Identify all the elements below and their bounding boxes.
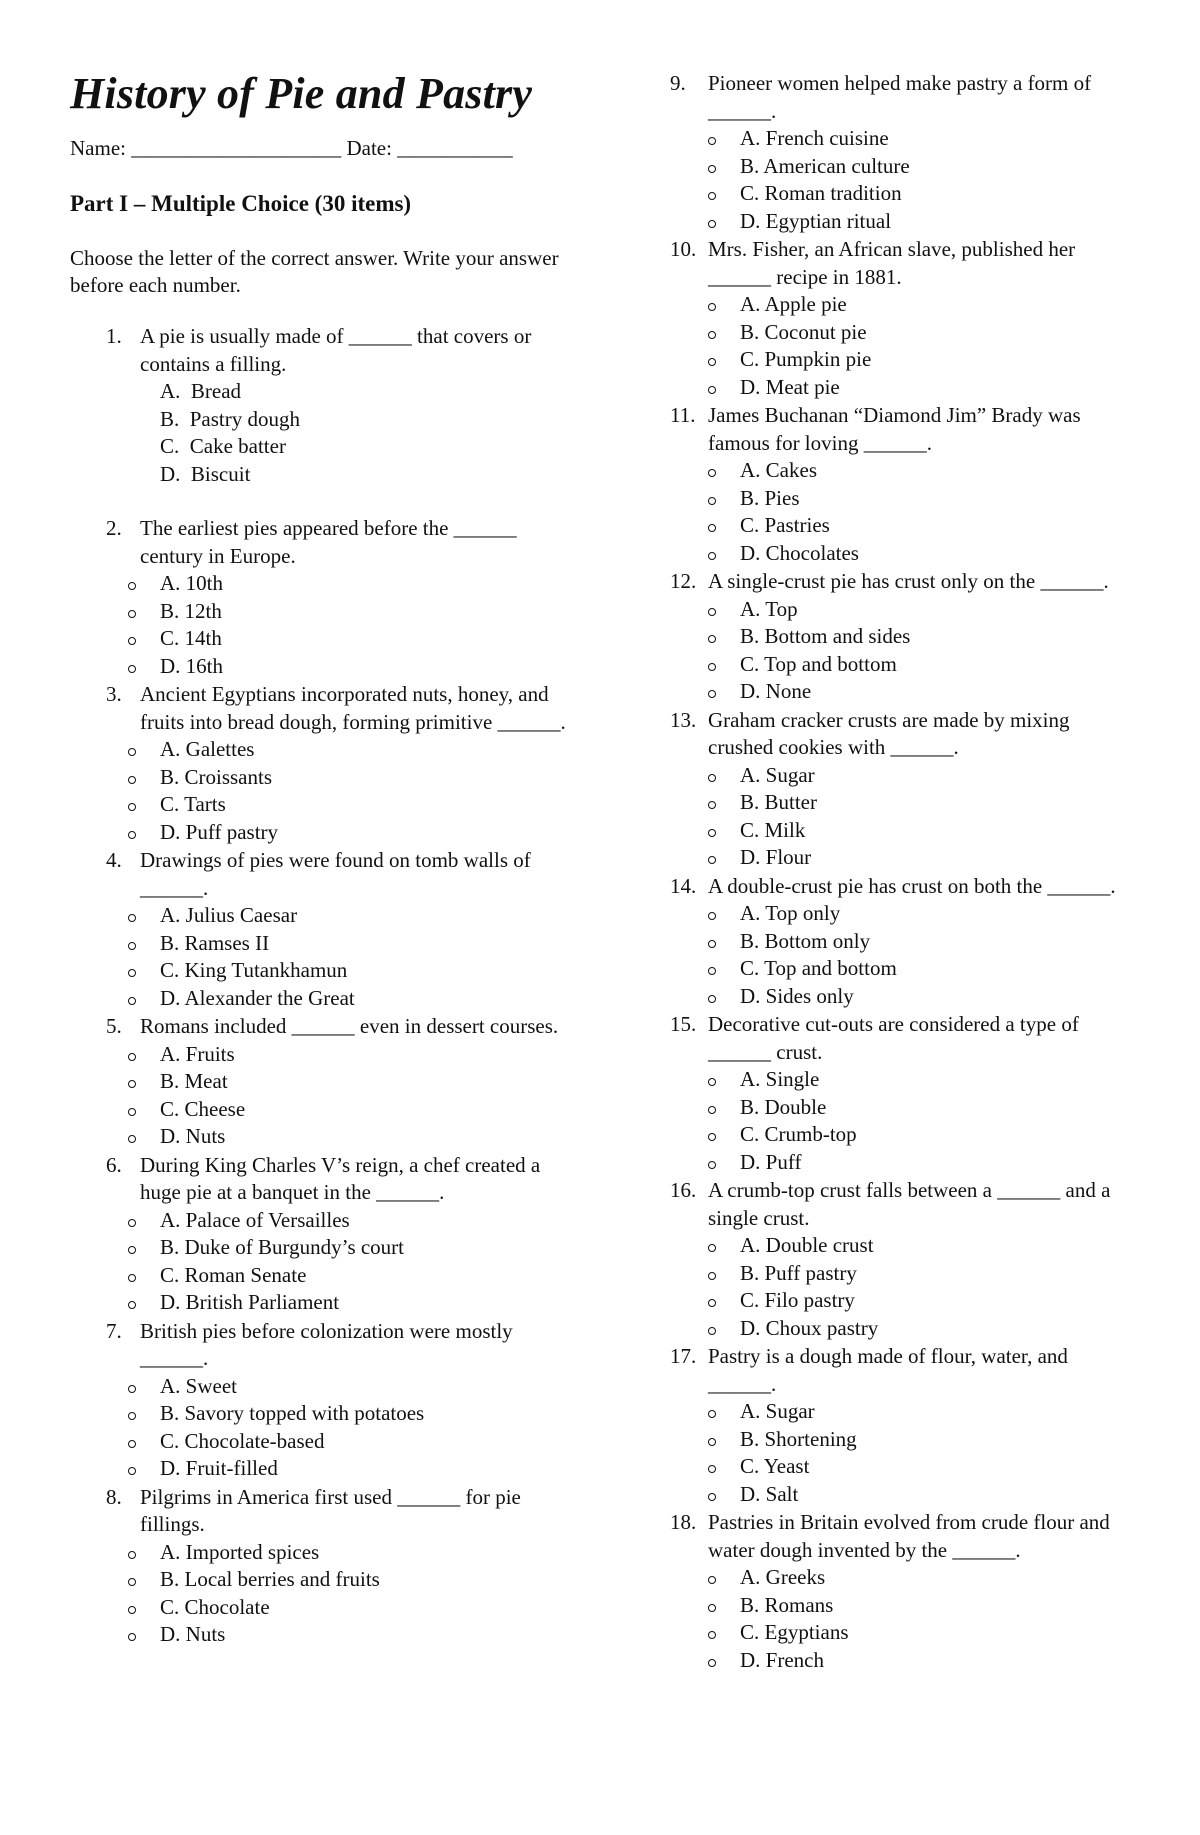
- question-1: [70, 323, 570, 488]
- option-a: A. Single: [670, 1066, 1140, 1094]
- circle-bullet-icon: [128, 637, 136, 645]
- question-text: Pastry is a dough made of flour, water, and ______.: [708, 1344, 1068, 1396]
- option-c: C. Cake batter: [160, 434, 286, 459]
- circle-bullet-icon: [128, 1606, 136, 1614]
- circle-bullet-icon: [708, 1272, 716, 1280]
- option-c: C. Chocolate: [70, 1594, 570, 1622]
- circle-bullet-icon: [128, 914, 136, 922]
- question-12: [670, 568, 1140, 706]
- option-a: A. Julius Caesar: [70, 902, 570, 930]
- option-b: B. Bottom only: [670, 928, 1140, 956]
- question-number: 4.: [106, 848, 122, 873]
- option-c: C. Roman tradition: [670, 180, 1140, 208]
- option-a: A. Top: [670, 596, 1140, 624]
- question-text: Mrs. Fisher, an African slave, published her ______ recipe in 1881.: [708, 237, 1076, 289]
- option-d: D. Choux pastry: [670, 1315, 1140, 1343]
- option-list: [670, 900, 1140, 1010]
- option-d: D. Salt: [670, 1481, 1140, 1509]
- option-a: A. Greeks: [670, 1564, 1140, 1592]
- circle-bullet-icon: [128, 582, 136, 590]
- option-d: D. Puff pastry: [70, 819, 570, 847]
- option-c: C. King Tutankhamun: [70, 957, 570, 985]
- option-list: [670, 596, 1140, 706]
- circle-bullet-icon: [708, 967, 716, 975]
- option-b: B. Ramses II: [70, 930, 570, 958]
- option-b: B. Pies: [670, 485, 1140, 513]
- option-list: [70, 1041, 570, 1151]
- circle-bullet-icon: [708, 524, 716, 532]
- circle-bullet-icon: [708, 1631, 716, 1639]
- option-d: D. None: [670, 678, 1140, 706]
- option-b: B. Romans: [670, 1592, 1140, 1620]
- option-d: D. Puff: [670, 1149, 1140, 1177]
- question-text: Ancient Egyptians incorporated nuts, honey, and fruits into bread dough, forming primitive ______.: [140, 682, 566, 734]
- circle-bullet-icon: [708, 1244, 716, 1252]
- circle-bullet-icon: [708, 1659, 716, 1667]
- circle-bullet-icon: [128, 1578, 136, 1586]
- option-c: C. Top and bottom: [670, 651, 1140, 679]
- circle-bullet-icon: [708, 220, 716, 228]
- circle-bullet-icon: [708, 192, 716, 200]
- option-a: A. Double crust: [670, 1232, 1140, 1260]
- option-b: B. Butter: [670, 789, 1140, 817]
- option-a: A. Palace of Versailles: [70, 1207, 570, 1235]
- right-question-list: [670, 70, 1140, 1674]
- option-d: D. Alexander the Great: [70, 985, 570, 1013]
- right-column: [670, 70, 1140, 1675]
- option-a: A. French cuisine: [670, 125, 1140, 153]
- circle-bullet-icon: [708, 1604, 716, 1612]
- option-list: [670, 1564, 1140, 1674]
- circle-bullet-icon: [708, 469, 716, 477]
- option-list: [670, 1398, 1140, 1508]
- option-c: C. 14th: [70, 625, 570, 653]
- option-b: B. Pastry dough: [160, 406, 301, 431]
- circle-bullet-icon: [128, 1080, 136, 1088]
- option-b: B. American culture: [670, 153, 1140, 181]
- circle-bullet-icon: [128, 1467, 136, 1475]
- option-a: A. Sugar: [670, 762, 1140, 790]
- question-text: Pastries in Britain evolved from crude flour and water dough invented by the ______.: [708, 1510, 1110, 1562]
- circle-bullet-icon: [708, 635, 716, 643]
- option-d: D. Meat pie: [670, 374, 1140, 402]
- option-d: D. Sides only: [670, 983, 1140, 1011]
- option-d: D. French: [670, 1647, 1140, 1675]
- question-2: [70, 515, 570, 680]
- option-a: A. Sweet: [70, 1373, 570, 1401]
- question-18: [670, 1509, 1140, 1674]
- question-text: A crumb-top crust falls between a ______ and a single crust.: [708, 1178, 1111, 1230]
- option-d: D. Nuts: [70, 1123, 570, 1151]
- circle-bullet-icon: [128, 1385, 136, 1393]
- circle-bullet-icon: [708, 165, 716, 173]
- option-c: C. Top and bottom: [670, 955, 1140, 983]
- circle-bullet-icon: [128, 1301, 136, 1309]
- option-b: B. Local berries and fruits: [70, 1566, 570, 1594]
- circle-bullet-icon: [708, 1133, 716, 1141]
- option-list: [70, 902, 570, 1012]
- option-c: C. Tarts: [70, 791, 570, 819]
- question-15: [670, 1011, 1140, 1176]
- option-a: A. 10th: [70, 570, 570, 598]
- circle-bullet-icon: [128, 610, 136, 618]
- circle-bullet-icon: [708, 856, 716, 864]
- name-date-line: Name: ____________________ Date: ___________: [70, 136, 513, 161]
- circle-bullet-icon: [128, 803, 136, 811]
- option-a: A. Top only: [670, 900, 1140, 928]
- circle-bullet-icon: [128, 1053, 136, 1061]
- question-number: 18.: [670, 1510, 697, 1534]
- circle-bullet-icon: [708, 1078, 716, 1086]
- option-d: D. Chocolates: [670, 540, 1140, 568]
- circle-bullet-icon: [708, 774, 716, 782]
- circle-bullet-icon: [708, 912, 716, 920]
- question-text: Pioneer women helped make pastry a form of ______.: [708, 71, 1092, 123]
- option-list: [70, 1207, 570, 1317]
- option-a: A. Imported spices: [70, 1539, 570, 1567]
- question-number: 10.: [670, 237, 697, 261]
- circle-bullet-icon: [128, 942, 136, 950]
- option-list: [670, 125, 1140, 235]
- circle-bullet-icon: [128, 1246, 136, 1254]
- option-b: B. Puff pastry: [670, 1260, 1140, 1288]
- option-b: B. Coconut pie: [670, 319, 1140, 347]
- circle-bullet-icon: [128, 997, 136, 1005]
- question-text: Pilgrims in America first used ______ for pie fillings.: [140, 1484, 521, 1537]
- question-8: [70, 1484, 570, 1649]
- option-d: D. Egyptian ritual: [670, 208, 1140, 236]
- page-title: History of Pie and Pastry: [70, 69, 533, 118]
- option-d: D. Nuts: [70, 1621, 570, 1649]
- question-number: 15.: [670, 1012, 697, 1036]
- question-text: Decorative cut-outs are considered a type of ______ crust.: [708, 1012, 1079, 1064]
- question-11: [670, 402, 1140, 567]
- question-number: 5.: [106, 1014, 122, 1039]
- circle-bullet-icon: [128, 776, 136, 784]
- question-17: [670, 1343, 1140, 1508]
- question-text: James Buchanan “Diamond Jim” Brady was famous for loving ______.: [708, 403, 1081, 455]
- part-title: Part I – Multiple Choice (30 items): [70, 191, 412, 217]
- option-list: [70, 736, 570, 846]
- question-10: [670, 236, 1140, 401]
- circle-bullet-icon: [128, 748, 136, 756]
- option-a: A. Cakes: [670, 457, 1140, 485]
- circle-bullet-icon: [128, 1633, 136, 1641]
- option-b: B. Croissants: [70, 764, 570, 792]
- question-text: Romans included ______ even in dessert courses.: [140, 1014, 559, 1039]
- option-a: A. Fruits: [70, 1041, 570, 1069]
- question-9: [670, 70, 1140, 235]
- circle-bullet-icon: [708, 663, 716, 671]
- left-column: [70, 70, 570, 1650]
- question-16: [670, 1177, 1140, 1342]
- question-number: 17.: [670, 1344, 697, 1368]
- option-b: B. Bottom and sides: [670, 623, 1140, 651]
- option-c: C. Pumpkin pie: [670, 346, 1140, 374]
- circle-bullet-icon: [128, 1108, 136, 1116]
- option-c: C. Milk: [670, 817, 1140, 845]
- option-list: [670, 291, 1140, 401]
- instructions: Choose the letter of the correct answer. Write your answer before each number.: [70, 246, 559, 298]
- option-c: C. Yeast: [670, 1453, 1140, 1481]
- option-c: C. Chocolate-based: [70, 1428, 570, 1456]
- question-number: 13.: [670, 707, 697, 732]
- circle-bullet-icon: [128, 1219, 136, 1227]
- question-13: [670, 707, 1140, 872]
- option-b: B. Shortening: [670, 1426, 1140, 1454]
- left-question-list: [70, 515, 570, 1649]
- circle-bullet-icon: [708, 497, 716, 505]
- circle-bullet-icon: [708, 608, 716, 616]
- question-number: 7.: [106, 1318, 122, 1343]
- option-list: [70, 1373, 570, 1483]
- question-number: 9.: [670, 71, 686, 95]
- question-text: A double-crust pie has crust on both the ______.: [708, 873, 1116, 898]
- question-text: A single-crust pie has crust only on the ______.: [708, 569, 1109, 593]
- circle-bullet-icon: [708, 1493, 716, 1501]
- option-list: [670, 457, 1140, 567]
- option-d: D. Biscuit: [160, 461, 251, 486]
- option-b: B. Double: [670, 1094, 1140, 1122]
- question-7: [70, 1318, 570, 1483]
- option-b: B. 12th: [70, 598, 570, 626]
- circle-bullet-icon: [708, 386, 716, 394]
- option-c: C. Filo pastry: [670, 1287, 1140, 1315]
- circle-bullet-icon: [708, 331, 716, 339]
- circle-bullet-icon: [708, 1438, 716, 1446]
- question-text: Drawings of pies were found on tomb walls of ______.: [140, 848, 531, 900]
- circle-bullet-icon: [128, 665, 136, 673]
- circle-bullet-icon: [708, 358, 716, 366]
- question-number: 14.: [670, 873, 697, 898]
- option-list: [670, 762, 1140, 872]
- circle-bullet-icon: [708, 1327, 716, 1335]
- question-number: 3.: [106, 682, 122, 707]
- circle-bullet-icon: [708, 1576, 716, 1584]
- circle-bullet-icon: [708, 801, 716, 809]
- question-3: [70, 681, 570, 846]
- option-list: [70, 1539, 570, 1649]
- question-4: [70, 847, 570, 1012]
- question-number: 6.: [106, 1152, 122, 1177]
- question-text: During King Charles V’s reign, a chef created a huge pie at a banquet in the ______.: [140, 1152, 541, 1205]
- option-b: B. Savory topped with potatoes: [70, 1400, 570, 1428]
- circle-bullet-icon: [708, 1465, 716, 1473]
- circle-bullet-icon: [708, 137, 716, 145]
- question-number: 11.: [670, 403, 696, 427]
- question-6: [70, 1152, 570, 1317]
- option-d: D. 16th: [70, 653, 570, 681]
- question-number: 12.: [670, 569, 697, 593]
- circle-bullet-icon: [708, 552, 716, 560]
- option-c: C. Roman Senate: [70, 1262, 570, 1290]
- circle-bullet-icon: [708, 1410, 716, 1418]
- option-b: B. Meat: [70, 1068, 570, 1096]
- option-c: C. Crumb-top: [670, 1121, 1140, 1149]
- option-a: A. Bread: [160, 379, 242, 404]
- question-number: 2.: [106, 516, 122, 541]
- circle-bullet-icon: [128, 1551, 136, 1559]
- option-a: A. Galettes: [70, 736, 570, 764]
- question-number: 8.: [106, 1484, 122, 1509]
- option-d: D. Flour: [670, 844, 1140, 872]
- option-a: A. Sugar: [670, 1398, 1140, 1426]
- circle-bullet-icon: [128, 1440, 136, 1448]
- circle-bullet-icon: [708, 1106, 716, 1114]
- circle-bullet-icon: [708, 940, 716, 948]
- circle-bullet-icon: [708, 303, 716, 311]
- question-text: British pies before colonization were mostly ______.: [140, 1318, 513, 1371]
- question-number: 16.: [670, 1178, 697, 1202]
- question-text: A pie is usually made of ______ that covers or contains a filling.: [140, 324, 532, 376]
- circle-bullet-icon: [708, 1299, 716, 1307]
- circle-bullet-icon: [128, 969, 136, 977]
- circle-bullet-icon: [708, 690, 716, 698]
- question-5: [70, 1013, 570, 1151]
- option-d: D. Fruit-filled: [70, 1455, 570, 1483]
- option-c: C. Cheese: [70, 1096, 570, 1124]
- circle-bullet-icon: [128, 831, 136, 839]
- option-a: A. Apple pie: [670, 291, 1140, 319]
- option-list: [70, 378, 570, 488]
- option-c: C. Egyptians: [670, 1619, 1140, 1647]
- circle-bullet-icon: [708, 1161, 716, 1169]
- question-text: Graham cracker crusts are made by mixing crushed cookies with ______.: [708, 707, 1070, 759]
- question-14: [670, 873, 1140, 1011]
- option-list: [70, 570, 570, 680]
- option-c: C. Pastries: [670, 512, 1140, 540]
- circle-bullet-icon: [128, 1135, 136, 1143]
- question-text: The earliest pies appeared before the ______ century in Europe.: [140, 516, 517, 568]
- circle-bullet-icon: [708, 829, 716, 837]
- circle-bullet-icon: [128, 1274, 136, 1282]
- option-list: [670, 1232, 1140, 1342]
- circle-bullet-icon: [708, 995, 716, 1003]
- option-list: [670, 1066, 1140, 1176]
- question-number: 1.: [106, 324, 122, 349]
- option-b: B. Duke of Burgundy’s court: [70, 1234, 570, 1262]
- option-d: D. British Parliament: [70, 1289, 570, 1317]
- circle-bullet-icon: [128, 1412, 136, 1420]
